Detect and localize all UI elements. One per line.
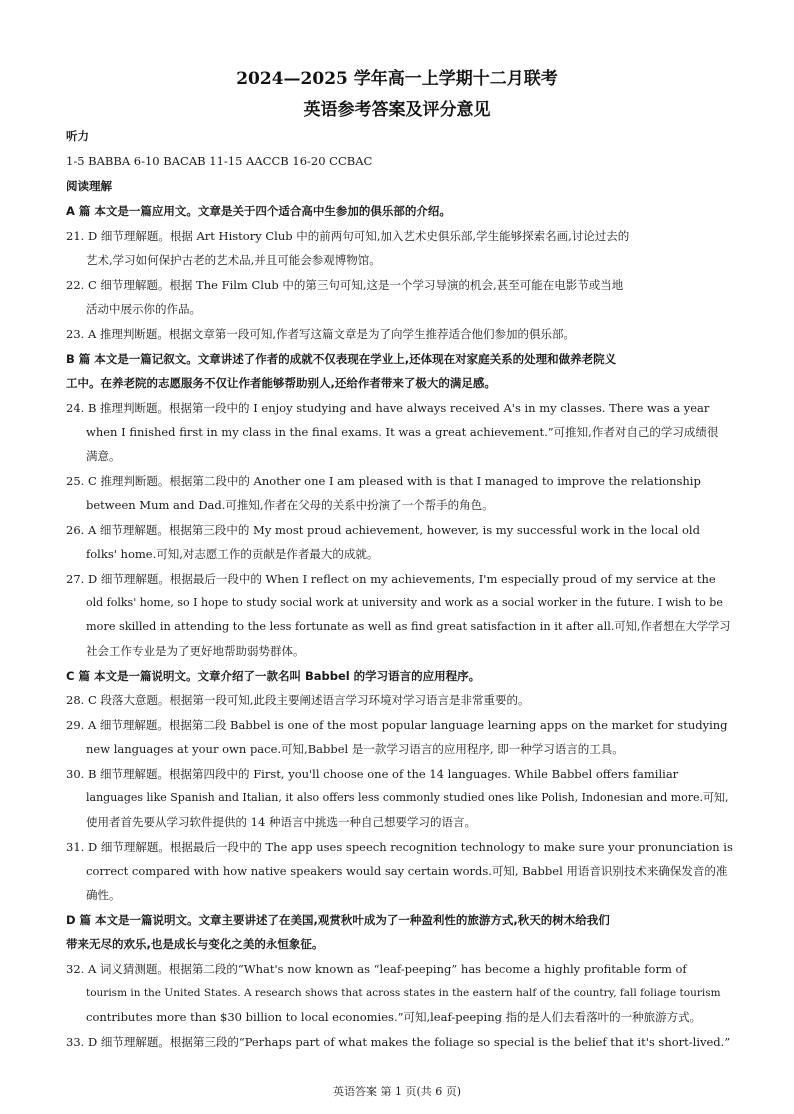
section-d-intro-line2: 带来无尽的欢乐,也是成长与变化之美的永恒象征。	[66, 937, 324, 951]
answer-27-line1: 27. D 细节理解题。根据最后一段中的 When I reflect on my achievements, I'm especially proud of my service at the	[66, 572, 716, 586]
answer-25-line1: 25. C 推理判断题。根据第二段中的 Another one I am pleased with is that I managed to improve the relationship	[66, 474, 701, 488]
answer-24-line1: 24. B 推理判断题。根据第一段中的 I enjoy studying and have always received A's in my classes. There was a year	[66, 401, 710, 415]
answer-30-line3: 使用者首先要从学习软件提供的 14 种语言中挑选一种自己想要学习的语言。	[86, 815, 476, 829]
exam-title: 2024—2025 学年高一上学期十二月联考	[236, 69, 558, 89]
answer-30-line2: languages like Spanish and Italian, it also offers less commonly studied ones like Polish, Indonesian and more.可知,	[86, 791, 729, 804]
answer-31-line1: 31. D 细节理解题。根据最后一段中的 The app uses speech recognition technology to make sure your pronunciation is	[66, 840, 733, 854]
answer-24-line2: when I finished first in my class in the final exams. It was a great achievement.”可推知,作者对自己的学习成绩很	[86, 425, 719, 439]
answer-32-line1: 32. A 词义猜测题。根据第二段的“What's now known as “leaf-peeping” has become a highly profitable form of	[66, 962, 687, 976]
section-b-intro-line2: 工中。在养老院的志愿服务不仅让作者能够帮助别人,还给作者带来了极大的满足感。	[66, 376, 496, 390]
answer-31-line2: correct compared with how native speakers would say certain words.可知, Babbel 用语音识别技术来确保发音的准	[86, 864, 728, 878]
answer-27-line3: more skilled in attending to the less fortunate as well as find great satisfaction in it after all.可知,作者想在大学学习	[86, 620, 731, 633]
answer-24-line3: 满意。	[86, 449, 121, 463]
answer-32-line3: contributes more than $30 billion to local economies.”可知,leaf-peeping 指的是人们去看落叶的一种旅游方式。	[86, 1010, 702, 1024]
answer-26-line2: folks' home.可知,对志愿工作的贡献是作者最大的成就。	[86, 547, 379, 561]
answer-key-subtitle: 英语参考答案及评分意见	[303, 100, 491, 120]
reading-heading: 阅读理解	[66, 179, 112, 193]
answer-32-line2: tourism in the United States. A research shows that across states in the eastern half of the country, fall foliage tourism	[86, 987, 721, 999]
answer-27-line4: 社会工作专业是为了更好地帮助弱势群体。	[86, 644, 305, 658]
answer-22-line1: 22. C 细节理解题。根据 The Film Club 中的第三句可知,这是一个学习导演的机会,甚至可能在电影节或当地	[66, 278, 624, 292]
answer-27-line2: old folks' home, so I hope to study social work at university and work as a social worker in the future. I wish to be	[86, 596, 723, 609]
listening-answers: 1-5 BABBA 6-10 BACAB 11-15 AACCB 16-20 CCBAC	[66, 154, 373, 168]
answer-25-line2: between Mum and Dad.可推知,作者在父母的关系中扮演了一个帮手的角色。	[86, 498, 494, 512]
answer-30-line1: 30. B 细节理解题。根据第四段中的 First, you'll choose one of the 14 languages. While Babbel offers familiar	[66, 767, 679, 781]
page-footer: 英语答案 第 1 页(共 6 页)	[332, 1085, 462, 1098]
answer-33-line1: 33. D 细节理解题。根据第三段的“Perhaps part of what makes the foliage so special is the belief that it's short-lived.”	[66, 1035, 731, 1049]
answer-29-line1: 29. A 细节理解题。根据第二段 Babbel is one of the most popular language learning apps on the market for studying	[66, 718, 728, 732]
answer-29-line2: new languages at your own pace.可知,Babbel 是一款学习语言的应用程序, 即一种学习语言的工具。	[86, 742, 624, 756]
answer-31-line3: 确性。	[86, 888, 121, 902]
section-a-intro: A 篇 本文是一篇应用文。文章是关于四个适合高中生参加的俱乐部的介绍。	[66, 204, 451, 218]
answer-28-line1: 28. C 段落大意题。根据第一段可知,此段主要阐述语言学习环境对学习语言是非常重要的。	[66, 693, 530, 707]
section-b-intro-line1: B 篇 本文是一篇记叙文。文章讲述了作者的成就不仅表现在学业上,还体现在对家庭关系的处理和做养老院义	[66, 352, 617, 366]
answer-23-line1: 23. A 推理判断题。根据文章第一段可知,作者写这篇文章是为了向学生推荐适合他们参加的俱乐部。	[66, 327, 576, 341]
answer-22-line2: 活动中展示你的作品。	[86, 302, 201, 316]
answer-21-line1: 21. D 细节理解题。根据 Art History Club 中的前两句可知,加入艺术史俱乐部,学生能够探索名画,讨论过去的	[66, 229, 630, 243]
answer-21-line2: 艺术,学习如何保护古老的艺术品,并且可能会参观博物馆。	[86, 253, 381, 267]
listening-heading: 听力	[66, 129, 89, 143]
section-c-intro: C 篇 本文是一篇说明文。文章介绍了一款名叫 Babbel 的学习语言的应用程序。	[66, 669, 481, 683]
answer-26-line1: 26. A 细节理解题。根据第三段中的 My most proud achievement, however, is my successful work in the local old	[66, 523, 700, 537]
section-d-intro-line1: D 篇 本文是一篇说明文。文章主要讲述了在美国,观赏秋叶成为了一种盈利性的旅游方式,秋天的树木给我们	[66, 913, 610, 927]
